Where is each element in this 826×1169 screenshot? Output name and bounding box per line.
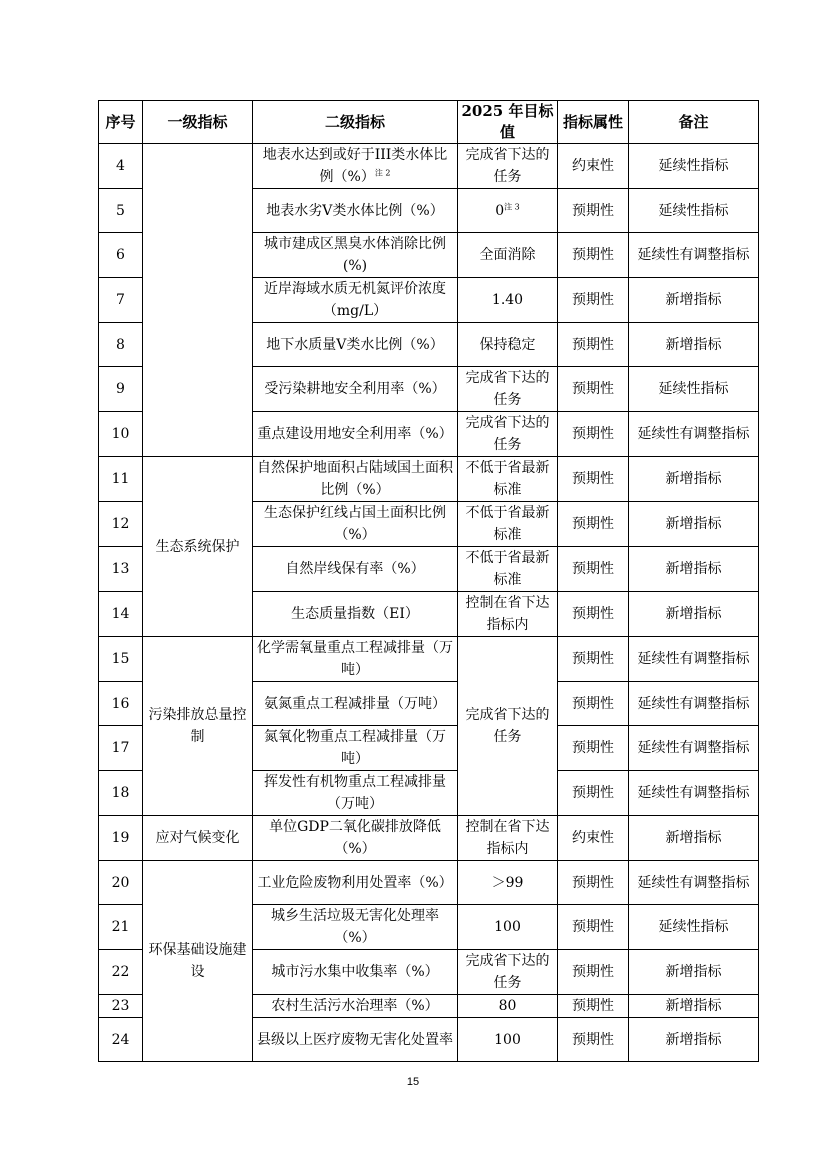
row-number: 7 — [99, 278, 143, 323]
target-value — [458, 502, 558, 547]
level2-text: 近岸海域水质无机氮评价浓度（mg/L） — [264, 281, 446, 319]
page-number: 15 — [406, 1076, 420, 1088]
level2-indicator — [253, 323, 458, 367]
level1-indicator: 生态系统保护 — [143, 457, 253, 637]
level2-indicator — [253, 189, 458, 233]
header-level2: 二级指标 — [253, 101, 458, 144]
indicator-note: 新增指标 — [629, 816, 759, 861]
indicator-note: 延续性有调整指标 — [629, 412, 759, 457]
header-attribute: 指标属性 — [558, 101, 629, 144]
target-value — [458, 278, 558, 323]
indicator-note: 延续性指标 — [629, 905, 759, 950]
level2-indicator — [253, 144, 458, 189]
indicator-attribute: 约束性 — [558, 144, 629, 189]
row-number: 5 — [99, 189, 143, 233]
level2-text: 地下水质量V类水比例（%） — [266, 336, 444, 353]
indicator-attribute: 预期性 — [558, 592, 629, 637]
target-value — [458, 457, 558, 502]
target-value — [458, 189, 558, 233]
level1-indicator — [143, 144, 253, 457]
indicator-attribute: 预期性 — [558, 233, 629, 278]
target-value — [458, 637, 558, 816]
level2-indicator — [253, 1018, 458, 1062]
level2-indicator — [253, 816, 458, 861]
indicator-note: 延续性有调整指标 — [629, 726, 759, 771]
indicator-attribute: 预期性 — [558, 278, 629, 323]
table-row — [99, 144, 759, 189]
target-value — [458, 905, 558, 950]
indicator-note: 新增指标 — [629, 995, 759, 1018]
indicator-attribute: 预期性 — [558, 457, 629, 502]
indicator-attribute: 预期性 — [558, 1018, 629, 1062]
indicator-note: 延续性有调整指标 — [629, 233, 759, 278]
level2-indicator — [253, 547, 458, 592]
level1-indicator: 环保基础设施建设 — [143, 861, 253, 1062]
target-text: 完成省下达的任务 — [465, 707, 550, 745]
indicator-table — [98, 100, 759, 1062]
indicator-note: 延续性有调整指标 — [629, 861, 759, 905]
level2-indicator — [253, 861, 458, 905]
level2-text: 城市污水集中收集率（%） — [271, 964, 439, 980]
target-text: 不低于省最新标准 — [465, 505, 550, 543]
row-number: 6 — [99, 233, 143, 278]
level2-text: 地表水达到或好于III类水体比例（%） — [262, 147, 448, 185]
indicator-note: 新增指标 — [629, 502, 759, 547]
indicator-note: 延续性指标 — [629, 189, 759, 233]
level2-text: 单位GDP二氧化碳排放降低（%） — [269, 819, 441, 857]
level1-indicator: 污染排放总量控制 — [143, 637, 253, 816]
indicator-attribute: 预期性 — [558, 682, 629, 726]
header-note: 备注 — [629, 101, 759, 144]
row-number: 21 — [99, 905, 143, 950]
target-value — [458, 950, 558, 995]
target-value — [458, 367, 558, 412]
target-text: ＞99 — [491, 874, 524, 891]
table-header-row — [99, 101, 759, 144]
row-number: 4 — [99, 144, 143, 189]
indicator-note: 延续性有调整指标 — [629, 637, 759, 682]
indicator-attribute: 预期性 — [558, 771, 629, 816]
level2-indicator — [253, 502, 458, 547]
target-text: 不低于省最新标准 — [465, 460, 550, 498]
indicator-attribute: 预期性 — [558, 323, 629, 367]
level2-text: 挥发性有机物重点工程减排量（万吨） — [264, 774, 446, 812]
target-text: 完成省下达的任务 — [465, 415, 550, 453]
target-value — [458, 995, 558, 1018]
indicator-note: 新增指标 — [629, 323, 759, 367]
level2-indicator — [253, 637, 458, 682]
indicator-attribute: 预期性 — [558, 412, 629, 457]
level2-text: 县级以上医疗废物无害化处置率 — [257, 1031, 453, 1048]
level2-text: 工业危险废物利用处置率（%） — [257, 874, 453, 891]
indicator-attribute: 预期性 — [558, 367, 629, 412]
level2-text: 氨氮重点工程减排量（万吨） — [264, 695, 446, 712]
row-number: 16 — [99, 682, 143, 726]
target-value — [458, 412, 558, 457]
indicator-attribute: 预期性 — [558, 726, 629, 771]
level2-text: 农村生活污水治理率（%） — [271, 998, 439, 1014]
indicator-attribute: 预期性 — [558, 547, 629, 592]
target-text: 控制在省下达指标内 — [465, 595, 550, 633]
row-number: 15 — [99, 637, 143, 682]
target-text: 80 — [498, 998, 517, 1014]
indicator-attribute: 预期性 — [558, 637, 629, 682]
level2-indicator — [253, 592, 458, 637]
row-number: 22 — [99, 950, 143, 995]
footnote-mark: 注 2 — [374, 168, 391, 178]
row-number: 14 — [99, 592, 143, 637]
target-value — [458, 592, 558, 637]
indicator-note: 新增指标 — [629, 950, 759, 995]
row-number: 10 — [99, 412, 143, 457]
target-text: 保持稳定 — [479, 336, 536, 353]
level2-text: 生态质量指数（EI） — [291, 606, 419, 622]
row-number: 11 — [99, 457, 143, 502]
target-text: 完成省下达的任务 — [465, 953, 550, 991]
target-text: 完成省下达的任务 — [465, 147, 550, 185]
target-value — [458, 323, 558, 367]
level2-text: 氮氧化物重点工程减排量（万吨） — [264, 729, 446, 767]
level2-text: 化学需氧量重点工程减排量（万吨） — [257, 640, 453, 678]
level2-indicator — [253, 682, 458, 726]
indicator-attribute: 预期性 — [558, 861, 629, 905]
table-row — [99, 816, 759, 861]
indicator-attribute: 预期性 — [558, 950, 629, 995]
level2-indicator — [253, 233, 458, 278]
indicator-note: 新增指标 — [629, 547, 759, 592]
row-number: 8 — [99, 323, 143, 367]
level2-indicator — [253, 457, 458, 502]
indicator-note: 延续性有调整指标 — [629, 771, 759, 816]
level2-indicator — [253, 771, 458, 816]
row-number: 12 — [99, 502, 143, 547]
row-number: 18 — [99, 771, 143, 816]
target-text: 100 — [494, 919, 521, 935]
indicator-attribute: 预期性 — [558, 905, 629, 950]
indicator-note: 延续性有调整指标 — [629, 682, 759, 726]
level2-indicator — [253, 995, 458, 1018]
target-text: 100 — [494, 1031, 521, 1048]
row-number: 13 — [99, 547, 143, 592]
header-target: 2025 年目标值 — [458, 101, 558, 144]
target-value — [458, 1018, 558, 1062]
level2-text: 城乡生活垃圾无害化处理率（%） — [271, 908, 439, 946]
level2-indicator — [253, 726, 458, 771]
target-text: 控制在省下达指标内 — [465, 819, 550, 857]
target-text: 全面消除 — [479, 247, 536, 263]
header-level1: 一级指标 — [143, 101, 253, 144]
level1-indicator: 应对气候变化 — [143, 816, 253, 861]
row-number: 17 — [99, 726, 143, 771]
level2-text: 受污染耕地安全利用率（%） — [264, 381, 446, 397]
level2-indicator — [253, 950, 458, 995]
row-number: 20 — [99, 861, 143, 905]
level2-indicator — [253, 367, 458, 412]
level2-text: 地表水劣V类水体比例（%） — [266, 202, 444, 219]
header-no: 序号 — [99, 101, 143, 144]
row-number: 9 — [99, 367, 143, 412]
row-number: 19 — [99, 816, 143, 861]
indicator-note: 新增指标 — [629, 1018, 759, 1062]
level2-indicator — [253, 278, 458, 323]
indicator-attribute: 预期性 — [558, 189, 629, 233]
level2-indicator — [253, 905, 458, 950]
level2-text: 生态保护红线占国土面积比例（%） — [264, 505, 446, 543]
target-value — [458, 816, 558, 861]
level2-text: 自然保护地面积占陆域国土面积比例（%） — [257, 460, 453, 498]
level2-text: 城市建成区黑臭水体消除比例(%) — [264, 236, 446, 274]
level2-text: 自然岸线保有率（%） — [285, 561, 425, 577]
target-value — [458, 547, 558, 592]
level2-indicator — [253, 412, 458, 457]
target-value — [458, 233, 558, 278]
indicator-note: 新增指标 — [629, 457, 759, 502]
indicator-note: 新增指标 — [629, 592, 759, 637]
footnote-mark: 注 3 — [504, 201, 520, 211]
row-number: 24 — [99, 1018, 143, 1062]
indicator-attribute: 预期性 — [558, 995, 629, 1018]
target-text: 不低于省最新标准 — [465, 550, 550, 588]
table-row — [99, 861, 759, 905]
indicator-note: 延续性指标 — [629, 144, 759, 189]
target-text: 完成省下达的任务 — [465, 370, 550, 408]
target-text: 0 — [495, 202, 505, 219]
table-row — [99, 637, 759, 682]
level2-text: 重点建设用地安全利用率（%） — [257, 426, 453, 442]
target-value — [458, 144, 558, 189]
indicator-attribute: 约束性 — [558, 816, 629, 861]
target-text: 1.40 — [491, 292, 524, 308]
table-row — [99, 457, 759, 502]
indicator-note: 延续性指标 — [629, 367, 759, 412]
target-value — [458, 861, 558, 905]
indicator-attribute: 预期性 — [558, 502, 629, 547]
indicator-note: 新增指标 — [629, 278, 759, 323]
table-body — [99, 144, 759, 1062]
row-number: 23 — [99, 995, 143, 1018]
